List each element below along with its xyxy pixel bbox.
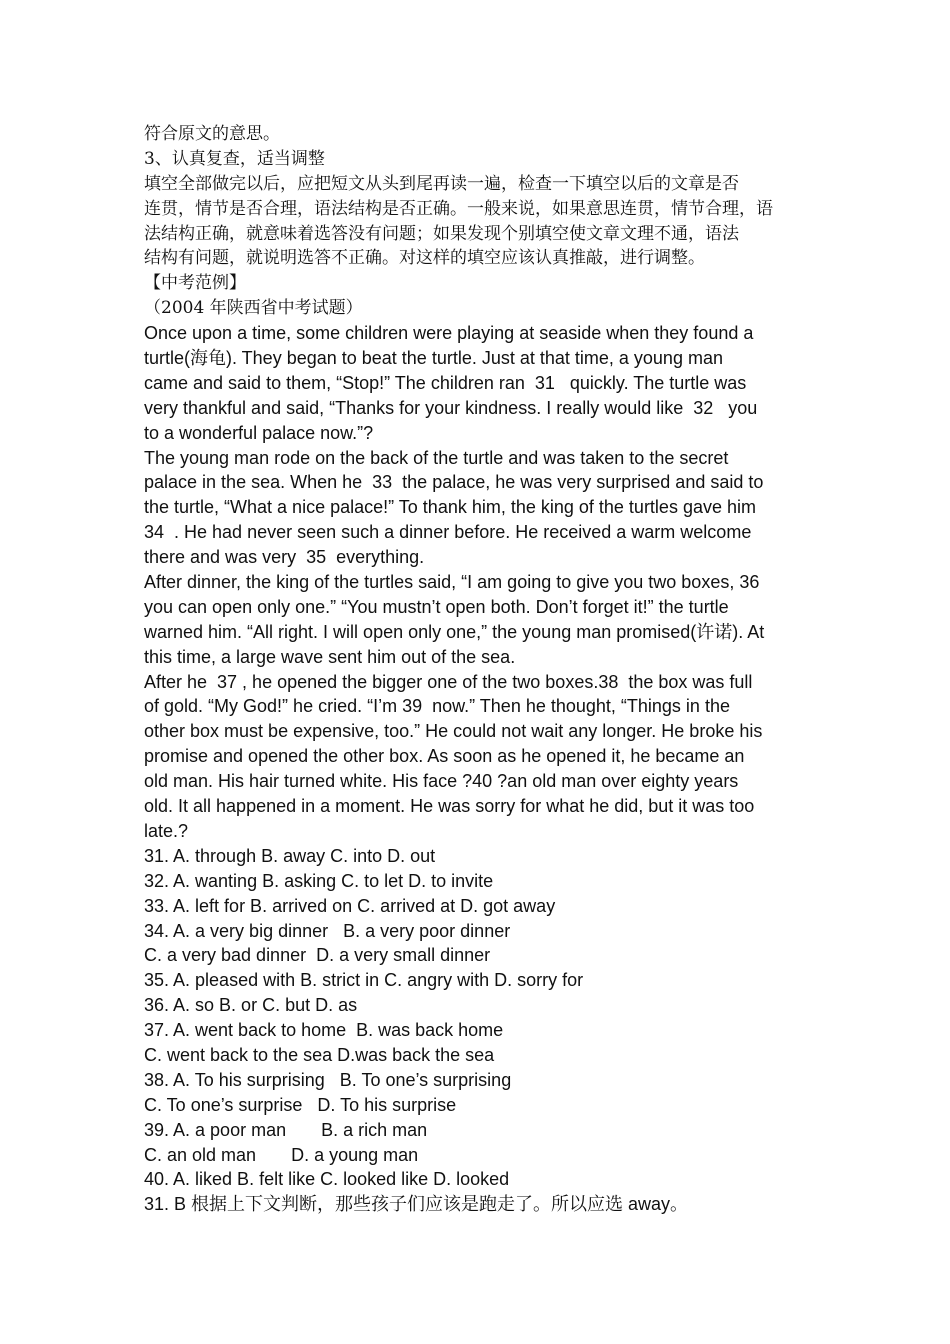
document-page <box>144 122 809 1217</box>
passage-line: you can open only one.” “You mustn’t open both. Don’t forget it!” the turtle <box>144 596 729 617</box>
passage-line: of gold. “My God!” he cried. “I’m 39 now.” Then he thought, “Things in the <box>144 696 730 717</box>
passage-line: very thankful and said, “Thanks for your kindness. I really would like 32 you <box>144 397 758 418</box>
passage-line: old man. His hair turned white. His face ?40 ?an old man over eighty years <box>144 771 739 792</box>
text-line: 法结构正确，就意味着选答没有问题；如果发现个别填空使文章文理不通，语法 <box>144 223 739 244</box>
passage-line: the turtle, “What a nice palace!” To thank him, the king of the turtles gave him <box>144 497 756 518</box>
question-option: 38. A. To his surprising B. To one’s surprising <box>144 1069 512 1090</box>
text-line: 符合原文的意思。 <box>144 124 280 144</box>
question-option: C. a very bad dinner D. a very small dinner <box>144 945 491 966</box>
passage-line: came and said to them, “Stop!” The children ran 31 quickly. The turtle was <box>144 372 747 393</box>
question-option: 31. A. through B. away C. into D. out <box>144 845 436 866</box>
question-option: 39. A. a poor man B. a rich man <box>144 1119 428 1140</box>
text-line: 填空全部做完以后，应把短文从头到尾再读一遍，检查一下填空以后的文章是否 <box>144 173 739 194</box>
passage-line: old. It all happened in a moment. He was sorry for what he did, but it was too <box>144 796 755 817</box>
question-option: 34. A. a very big dinner B. a very poor dinner <box>144 920 511 941</box>
question-option: 36. A. so B. or C. but D. as <box>144 995 358 1016</box>
question-option: 40. A. liked B. felt like C. looked like D. looked <box>144 1169 510 1190</box>
passage-line: palace in the sea. When he 33 the palace, he was very surprised and said to <box>144 472 764 493</box>
passage-line: there and was very 35 everything. <box>144 547 425 568</box>
question-option: 33. A. left for B. arrived on C. arrived at D. got away <box>144 895 556 916</box>
passage-line: The young man rode on the back of the turtle and was taken to the secret <box>144 447 729 468</box>
section-heading: 3、认真复查，适当调整 <box>144 148 325 169</box>
answer-explanation: 31. B 根据上下文判断，那些孩子们应该是跑走了。所以应选 away。 <box>144 1194 689 1215</box>
exam-source: （2004 年陕西省中考试题） <box>144 298 363 319</box>
text-line: 结构有问题，就说明选答不正确。对这样的填空应该认真推敲，进行调整。 <box>144 248 705 269</box>
question-option: C. an old man D. a young man <box>144 1144 419 1165</box>
passage-line: Once upon a time, some children were playing at seaside when they found a <box>144 323 754 344</box>
passage-line: warned him. “All right. I will open only one,” the young man promised(许诺). At <box>144 621 765 642</box>
passage-line: After he 37 , he opened the bigger one of the two boxes.38 the box was full <box>144 671 753 692</box>
passage-line: this time, a large wave sent him out of the sea. <box>144 646 516 667</box>
text-line: 连贯，情节是否合理，语法结构是否正确。一般来说，如果意思连贯，情节合理，语 <box>144 198 773 219</box>
question-option: C. To one’s surprise D. To his surprise <box>144 1094 457 1115</box>
passage-line: late.? <box>144 820 189 841</box>
question-option: 32. A. wanting B. asking C. to let D. to invite <box>144 870 494 891</box>
passage-line: to a wonderful palace now.”? <box>144 422 374 443</box>
question-option: C. went back to the sea D.was back the sea <box>144 1044 495 1065</box>
passage-line: promise and opened the other box. As soon as he opened it, he became an <box>144 746 745 767</box>
passage-line: turtle(海龟). They began to beat the turtle. Just at that time, a young man <box>144 348 723 369</box>
passage-line: 34 . He had never seen such a dinner before. He received a warm welcome <box>144 522 752 543</box>
passage-line: other box must be expensive, too.” He could not wait any longer. He broke his <box>144 721 763 742</box>
question-option: 35. A. pleased with B. strict in C. angry with D. sorry for <box>144 970 584 991</box>
example-heading: 【中考范例】 <box>144 273 246 294</box>
question-option: 37. A. went back to home B. was back home <box>144 1020 504 1041</box>
passage-line: After dinner, the king of the turtles said, “I am going to give you two boxes, 36 <box>144 572 760 593</box>
